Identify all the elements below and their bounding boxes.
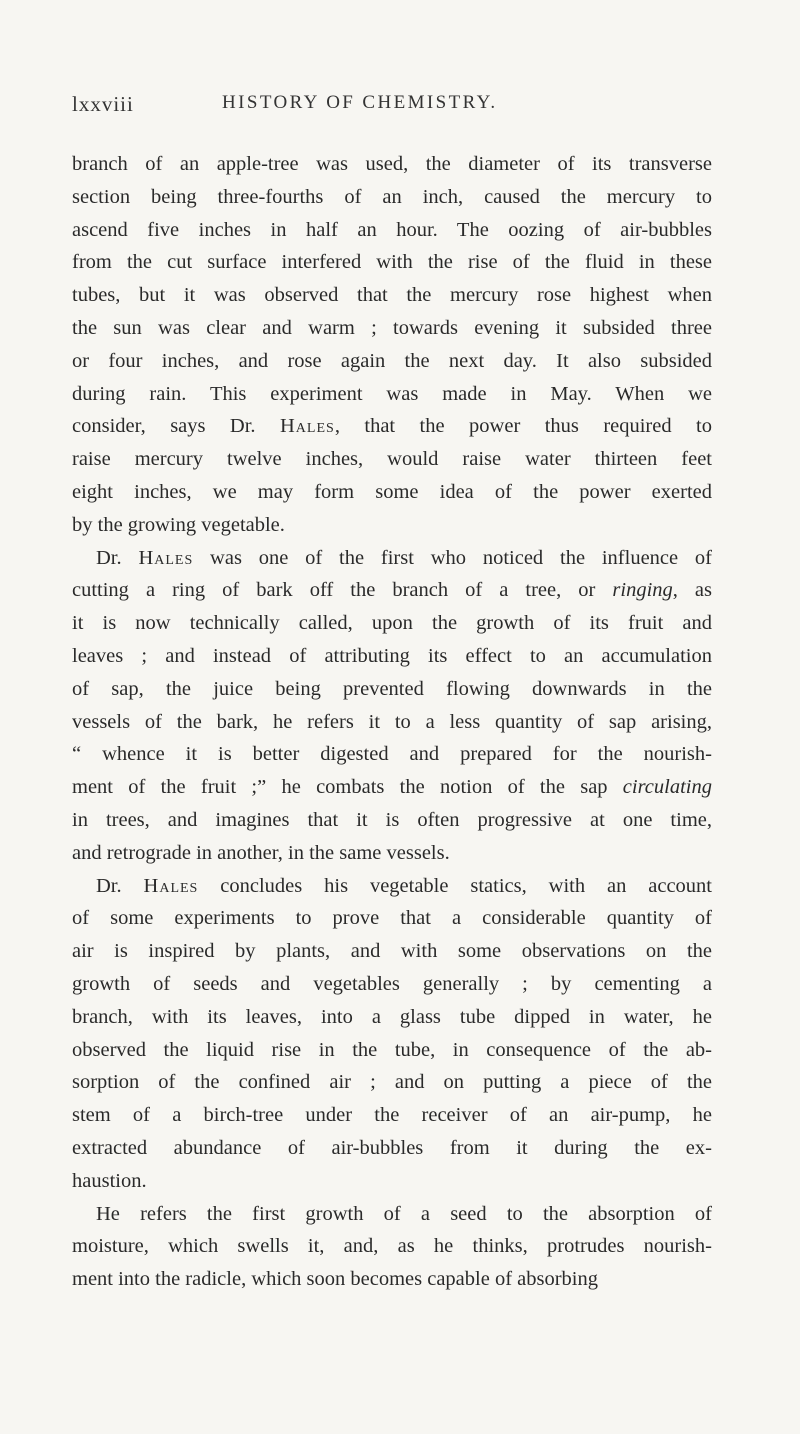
- running-title: HISTORY OF CHEMISTRY.: [222, 92, 498, 113]
- text-line: growth of seeds and vegetables generally ; by cementing a: [72, 972, 712, 995]
- text-line: ment of the fruit ;” he combats the notion of the sap circulating: [72, 776, 712, 799]
- paragraph: [72, 1198, 712, 1296]
- text-line: Dr. Hales was one of the first who noticed the influence of: [96, 546, 712, 569]
- text-line: ment into the radicle, which soon becomes capable of absorbing: [72, 1268, 599, 1291]
- text-line: observed the liquid rise in the tube, in consequence of the ab-: [72, 1038, 712, 1061]
- text-line: during rain. This experiment was made in May. When we: [72, 382, 712, 405]
- text-line: extracted abundance of air-bubbles from it during the ex-: [72, 1136, 712, 1159]
- text-line: of some experiments to prove that a considerable quantity of: [72, 907, 712, 930]
- paragraph: [72, 148, 712, 542]
- text-line: vessels of the bark, he refers it to a less quantity of sap arising,: [72, 710, 712, 733]
- body-text: [72, 148, 712, 1296]
- text-line: branch of an apple-tree was used, the diameter of its transverse: [72, 153, 712, 175]
- text-line: air is inspired by plants, and with some observations on the: [72, 940, 712, 963]
- text-line: by the growing vegetable.: [72, 513, 285, 536]
- text-line: ascend five inches in half an hour. The oozing of air-bubbles: [72, 218, 712, 241]
- text-line: He refers the first growth of a seed to the absorption of: [96, 1202, 712, 1225]
- text-line: branch, with its leaves, into a glass tube dipped in water, he: [72, 1005, 712, 1028]
- text-line: or four inches, and rose again the next day. It also subsided: [72, 349, 712, 372]
- text-line: tubes, but it was observed that the mercury rose highest when: [72, 284, 712, 307]
- paragraph: [72, 542, 712, 870]
- text-line: and retrograde in another, in the same vessels.: [72, 841, 450, 864]
- text-line: Dr. Hales concludes his vegetable statics, with an account: [96, 874, 712, 897]
- page-header: [72, 92, 732, 132]
- text-line: “ whence it is better digested and prepared for the nourish-: [72, 743, 712, 766]
- text-line: it is now technically called, upon the growth of its fruit and: [72, 612, 712, 635]
- page-number: lxxviii: [72, 92, 134, 116]
- text-line: section being three-fourths of an inch, caused the mercury to: [72, 185, 712, 208]
- text-line: haustion.: [72, 1169, 147, 1192]
- text-line: sorption of the confined air ; and on putting a piece of the: [72, 1071, 712, 1094]
- text-line: moisture, which swells it, and, as he thinks, protrudes nourish-: [72, 1235, 712, 1258]
- text-line: raise mercury twelve inches, would raise water thirteen feet: [72, 448, 712, 471]
- text-line: consider, says Dr. Hales, that the power thus required to: [72, 415, 712, 438]
- text-line: in trees, and imagines that it is often progressive at one time,: [72, 808, 712, 831]
- text-line: the sun was clear and warm ; towards evening it subsided three: [72, 316, 712, 339]
- text-line: cutting a ring of bark off the branch of a tree, or ringing, as: [72, 579, 712, 602]
- text-line: leaves ; and instead of attributing its effect to an accumulation: [72, 644, 712, 667]
- text-line: stem of a birch-tree under the receiver of an air-pump, he: [72, 1104, 712, 1127]
- paragraph: [72, 870, 712, 1198]
- text-line: from the cut surface interfered with the rise of the fluid in these: [72, 251, 712, 274]
- text-line: eight inches, we may form some idea of the power exerted: [72, 480, 712, 503]
- text-line: of sap, the juice being prevented flowing downwards in the: [72, 677, 712, 700]
